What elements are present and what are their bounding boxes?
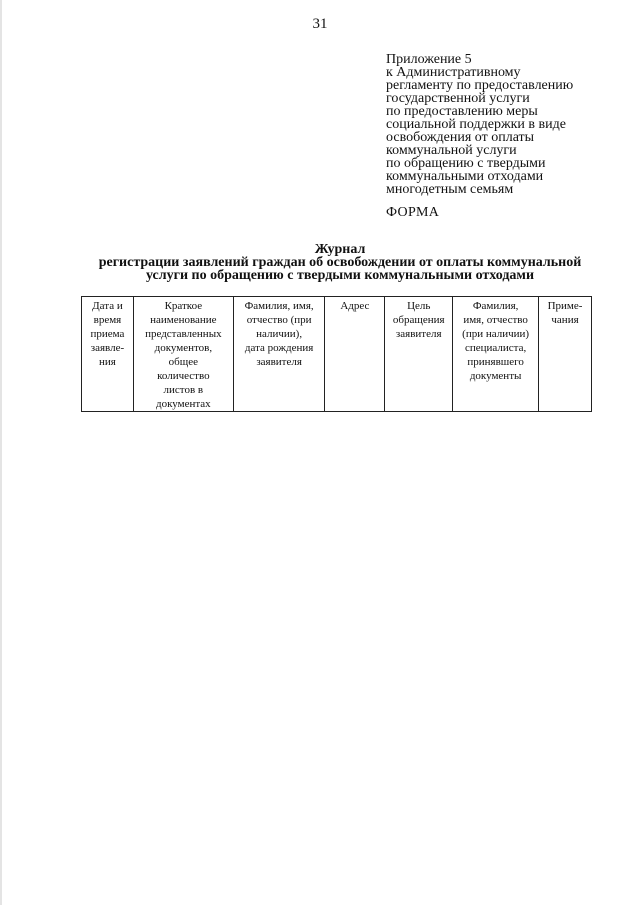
column-header-applicant-name: Фамилия, имя, отчество (при наличии), дата рождения заявителя (233, 297, 325, 412)
form-label: ФОРМА (386, 205, 440, 220)
appendix-line: коммунальной услуги (386, 143, 517, 158)
appendix-line: к Административному (386, 65, 521, 80)
appendix-line: многодетным семьям (386, 182, 514, 197)
column-header-notes: Приме- чания (539, 297, 592, 412)
journal-title-block (60, 243, 620, 282)
appendix-line: государственной услуги (386, 91, 530, 106)
appendix-line: по предоставлению меры (386, 104, 538, 119)
column-header-date-time: Дата и время приема заявле- ния (82, 297, 134, 412)
appendix-line: по обращению с твердыми (386, 156, 546, 171)
column-header-documents: Краткое наименование представленных документов, общее количество листов в документах (133, 297, 233, 412)
appendix-line: освобождения от оплаты (386, 130, 535, 145)
page-number: 31 (312, 16, 328, 32)
column-header-purpose: Цель обращения заявителя (385, 297, 453, 412)
journal-title: Журнал (314, 242, 366, 257)
appendix-line: коммунальными отходами (386, 169, 544, 184)
column-header-address: Адрес (325, 297, 385, 412)
journal-subtitle-line: регистрации заявлений граждан об освобождении от оплаты коммунальной (98, 255, 582, 270)
scan-left-edge (0, 0, 2, 905)
column-header-specialist: Фамилия, имя, отчество (при наличии) специалиста, принявшего документы (453, 297, 539, 412)
appendix-line: Приложение 5 (386, 52, 472, 67)
journal-header-row (82, 297, 592, 412)
appendix-line: регламенту по предоставлению (386, 78, 574, 93)
appendix-line: социальной поддержки в виде (386, 117, 566, 132)
appendix-block (386, 53, 626, 196)
journal-table (81, 296, 592, 412)
journal-subtitle-line: услуги по обращению с твердыми коммунальными отходами (145, 268, 535, 283)
